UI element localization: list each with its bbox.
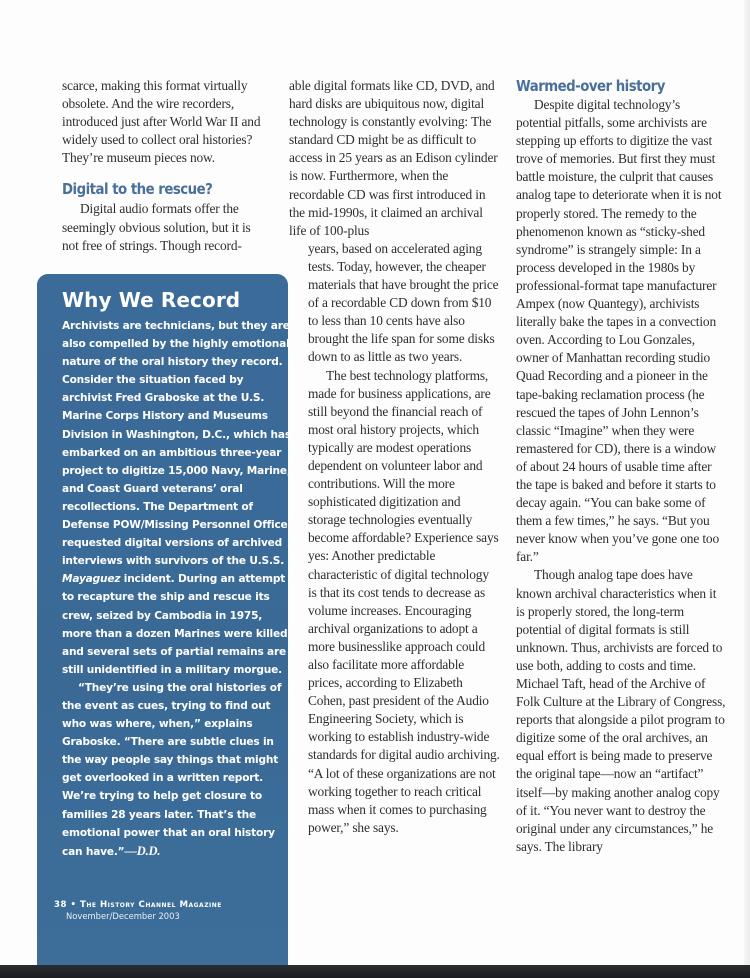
section-heading-digital-rescue: Digital to the rescue? <box>62 180 213 199</box>
ship-name: Mayaguez <box>62 573 121 586</box>
folio-line <box>54 900 222 911</box>
scan-bottom-border <box>0 965 750 978</box>
issue-date: November/December 2003 <box>66 911 180 921</box>
magazine-name: The History Channel Magazine <box>79 900 222 910</box>
sidebar-title: Why We Record <box>62 288 241 312</box>
section-heading-warmed-over-history: Warmed-over history <box>516 77 665 95</box>
middle-column <box>289 77 499 837</box>
sidebar-text: Archivists are technicians, but they are also compelled by the highly emotional nature of the oral history they record. Consider the situation faced by archivist Fred Graboske at the U.S. Marine Corps History and Museums Division in Washington, D.C., which has embarked on an ambitious three-year project to digitize 15,000 Navy, Marine, and Coast Guard veterans’ oral recollections. The Department of Defense POW/Missing Personnel Office requested digital versions of archived interviews with survivors of the U.S.S. <box>62 320 291 568</box>
page-folio <box>54 900 222 921</box>
sidebar-quote: “They’re using the oral histories of the event as cues, trying to find out who was where, when,” explains Graboske. “There are subtle clues in the way people say things that might get overlooked in a written report. We’re trying to help get closure to families 28 years later. That’s the emotional power that an oral history can have.” <box>62 681 282 858</box>
page-edge-shadow <box>744 0 750 965</box>
body-paragraph: Though analog tape does have known archival characteristics when it is properly stored, the long-term potential of digital formats is still unknown. Thus, archivists are forced to use both, adding to costs and time. Michael Taft, head of the Archive of Folk Culture at the Library of Congress, reports that alongside a pilot program to digitize some of the oral archives, an equal effort is being made to preserve the original tape—now an “artifact” itself—by making another analog copy of it. “You never want to destroy the original under any circumstances,” he says. The library <box>516 567 726 854</box>
body-paragraph: able digital formats like CD, DVD, and hard disks are ubiquitous now, digital technology is constantly evolving: The standard CD might be as difficult to access in 25 years as an Edison cylinder is now. Furthermore, when the recordable CD was first introduced in the mid-1990s, it claimed an archival life of 100-plus <box>289 78 498 238</box>
page-number: 38 <box>54 900 67 910</box>
author-signature: —D.D. <box>124 843 161 858</box>
sidebar-text: incident. During an attempt to recapture the ship and rescue its crew, seized by Cambodia in 1975, more than a dozen Marines were killed, and several sets of partial remains are still unidentified in a military morgue. <box>62 573 292 676</box>
body-paragraph: years, based on accelerated aging tests. Today, however, the cheaper materials that have brought the price of a recordable CD down from $10 to less than 10 cents have also brought the life span for some disks down to as little as two years. <box>308 240 499 365</box>
sidebar-paragraph <box>62 679 294 861</box>
narrow-text-block <box>308 240 500 837</box>
sidebar-body <box>62 317 294 861</box>
bullet-separator: • <box>70 900 77 910</box>
sidebar-paragraph <box>62 317 294 679</box>
right-column <box>516 77 726 856</box>
sidebar-why-we-record <box>37 274 292 965</box>
body-paragraph: The best technology platforms, made for business applications, are still beyond the financial reach of most oral history projects, which typically are modest operations dependent on volunteer labor and contributions. Will the more sophisticated digitization and storage technologies eventually become affordable? Experience says yes: Another predictable characteristic of digital technology is that its cost tends to decrease as volume increases. Encouraging archival organizations to adopt a more businesslike approach could also facilitate more affordable prices, according to Elizabeth Cohen, past president of the Audio Engineering Society, which is working to establish industry-wide standards for digital audio archiving. “A lot of these organizations are not working together to reach critical mass when it comes to purchasing power,” she says. <box>308 367 500 835</box>
body-paragraph: Despite digital technology’s potential pitfalls, some archivists are stepping up efforts to digitize the vast trove of memories. But first they must battle moisture, the culprit that causes analog tape to deteriorate when it is not properly stored. The remedy to the phenomenon known as “sticky-shed syndrome” is strangely simple: In a process developed in the 1980s by professional-format tape manufacturer Ampex (now Quantegy), archivists literally bake the tapes in a convection oven. According to Lou Gonzales, owner of Manhattan recording studio Quad Recording and a pioneer in the tape-baking reclamation process (he rescued the tapes of John Lennon’s classic “Imagine” when they were remastered for CD), there is a window of about 24 hours of usable time after the tape is baked and before it starts to decay again. “You can bake some of them a few times,” he says. “But you never know when you’ve gone one too far.” <box>516 97 722 565</box>
left-column <box>62 77 267 255</box>
body-paragraph: scarce, making this format virtually obsolete. And the wire recorders, introduced just after World War II and widely used to collect oral histories? They’re museum pieces now. <box>62 78 261 166</box>
body-paragraph: Digital audio formats offer the seemingly obvious solution, but it is not free of strings. Though record- <box>62 201 251 253</box>
